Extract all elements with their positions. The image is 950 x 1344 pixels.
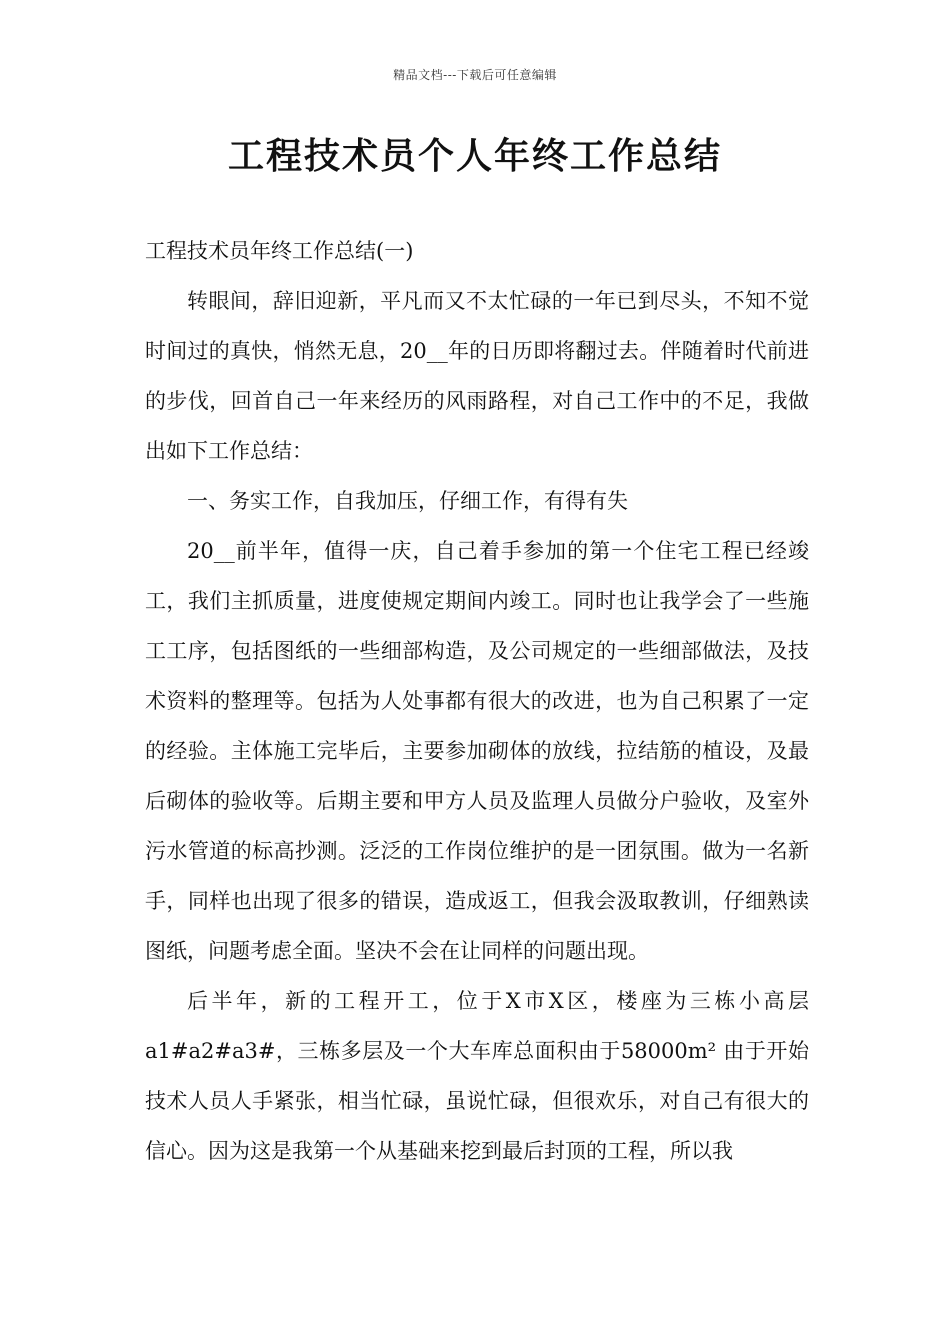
paragraph-intro: 转眼间，辞旧迎新，平凡而又不太忙碌的一年已到尽头，不知不觉时间过的真快，悄然无息，20__年的日历即将翻过去。伴随着时代前进的步伐，回首自己一年来经历的风雨路程，对自己工作中的不足，我做出如下工作总结： bbox=[145, 289, 809, 463]
paragraph-first-half: 20__前半年，值得一庆，自己着手参加的第一个住宅工程已经竣工，我们主抓质量，进度使规定期间内竣工。同时也让我学会了一些施工工序，包括图纸的一些细部构造，及公司规定的一些细部做法，及技术资料的整理等。包括为人处事都有很大的改进，也为自己积累了一定的经验。主体施工完毕后，主要参加砌体的放线，拉结筋的植设，及最后砌体的验收等。后期主要和甲方人员及监理人员做分户验收，及室外污水管道的标高抄测。泛泛的工作岗位维护的是一团氛围。做为一名新手，同样也出现了很多的错误，造成返工，但我会汲取教训，仔细熟读图纸，问题考虑全面。坚决不会在让同样的问题出现。 bbox=[145, 539, 809, 963]
document-body bbox=[145, 226, 809, 1176]
document-title: 工程技术员个人年终工作总结 bbox=[227, 135, 722, 177]
section-heading-1: 一、务实工作，自我加压，仔细工作，有得有失 bbox=[187, 489, 628, 513]
paragraph-second-half: 后半年，新的工程开工，位于X市X区，楼座为三栋小高层a1#a2#a3#，三栋多层及一个大车库总面积由于58000m² 由于开始技术人员人手紧张，相当忙碌，虽说忙碌，但很欢乐，对自己有很大的信心。因为这是我第一个从基础来挖到最后封顶的工程，所以我 bbox=[145, 989, 809, 1163]
section-subtitle: 工程技术员年终工作总结(一) bbox=[145, 239, 414, 263]
page-header: 精品文档---下载后可任意编辑 bbox=[393, 68, 557, 82]
